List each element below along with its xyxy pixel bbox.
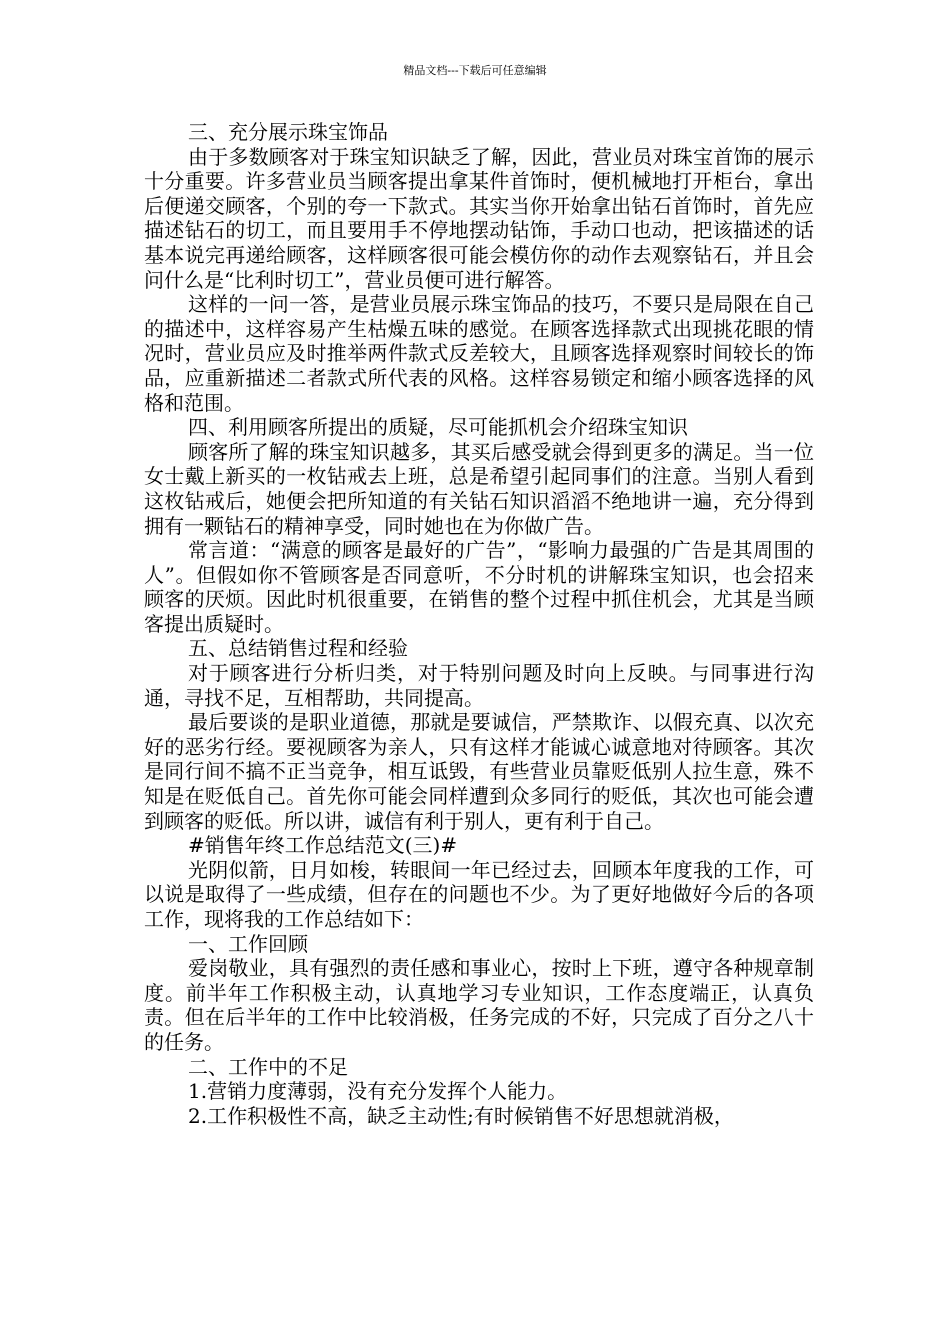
page-header: 精品文档---下载后可任意编辑 [403,64,547,77]
section-heading-5: 五、总结销售过程和经验 [188,636,408,661]
section-heading-4: 四、利用顾客所提出的质疑，尽可能抓机会介绍珠宝知识 [188,415,688,440]
paragraph: 最后要谈的是职业道德，那就是要诚信，严禁欺诈、以假充真、以次充好的恶劣行经。要视顾客为亲人，只有这样才能诚心诚意地对待顾客。其次是同行间不搞不正当竞争，相互诋毁，有些营业员靠贬低别人拉生意，殊不知是在贬低自己。首先你可能会同样遭到众多同行的贬低，其次也可能会遭到顾客的贬低。所以讲，诚信有利于别人，更有利于自己。 [144,710,814,833]
section-heading-1: 一、工作回顾 [188,931,308,956]
article-title: #销售年终工作总结范文(三)# [188,833,458,858]
section-heading-3: 三、充分展示珠宝饰品 [188,120,388,144]
paragraph: 对于顾客进行分析归类，对于特别问题及时向上反映。与同事进行沟通，寻找不足，互相帮助，共同提高。 [144,661,814,710]
paragraph: 顾客所了解的珠宝知识越多，其买后感受就会得到更多的满足。当一位女士戴上新买的一枚钻戒去上班，总是希望引起同事们的注意。当别人看到这枚钻戒后，她便会把所知道的有关钻石知识滔滔不绝地讲一遍，充分得到拥有一颗钻石的精神享受，同时她也在为你做广告。 [144,439,814,538]
paragraph: 这样的一问一答，是营业员展示珠宝饰品的技巧，不要只是局限在自己的描述中，这样容易产生枯燥五味的感觉。在顾客选择款式出现挑花眼的情况时，营业员应及时推举两件款式反差较大，且顾客选择观察时间较长的饰品，应重新描述二者款式所代表的风格。这样容易锁定和缩小顾客选择的风格和范围。 [144,292,814,415]
paragraph: 常言道：“满意的顾客是最好的广告”，“影响力最强的广告是其周围的人”。但假如你不管顾客是否同意听，不分时机的讲解珠宝知识，也会招来顾客的厌烦。因此时机很重要，在销售的整个过程中抓住机会，尤其是当顾客提出质疑时。 [144,538,814,636]
document-body [144,120,814,1128]
paragraph: 爱岗敬业，具有强烈的责任感和事业心，按时上下班，遵守各种规章制度。前半年工作积极主动，认真地学习专业知识，工作态度端正，认真负责。但在后半年的工作中比较消极，任务完成的不好，只完成了百分之八十的任务。 [144,956,814,1054]
section-heading-2: 二、工作中的不足 [188,1054,348,1079]
list-item: 1.营销力度薄弱，没有充分发挥个人能力。 [188,1079,568,1104]
paragraph: 由于多数顾客对于珠宝知识缺乏了解，因此，营业员对珠宝首饰的展示十分重要。许多营业员当顾客提出拿某件首饰时，便机械地打开柜台，拿出后便递交顾客，个别的夸一下款式。其实当你开始拿出钻石首饰时，首先应描述钻石的切工，而且要用手不停地摆动钻饰，手动口也动，把该描述的话基本说完再递给顾客，这样顾客很可能会模仿你的动作去观察钻石，并且会问什么是“比利时切工”，营业员便可进行解答。 [144,144,814,292]
list-item: 2.工作积极性不高，缺乏主动性;有时候销售不好思想就消极， [188,1103,734,1128]
paragraph: 光阴似箭，日月如梭，转眼间一年已经过去，回顾本年度我的工作，可以说是取得了一些成绩，但存在的问题也不少。为了更好地做好今后的各项工作，现将我的工作总结如下： [144,857,814,931]
